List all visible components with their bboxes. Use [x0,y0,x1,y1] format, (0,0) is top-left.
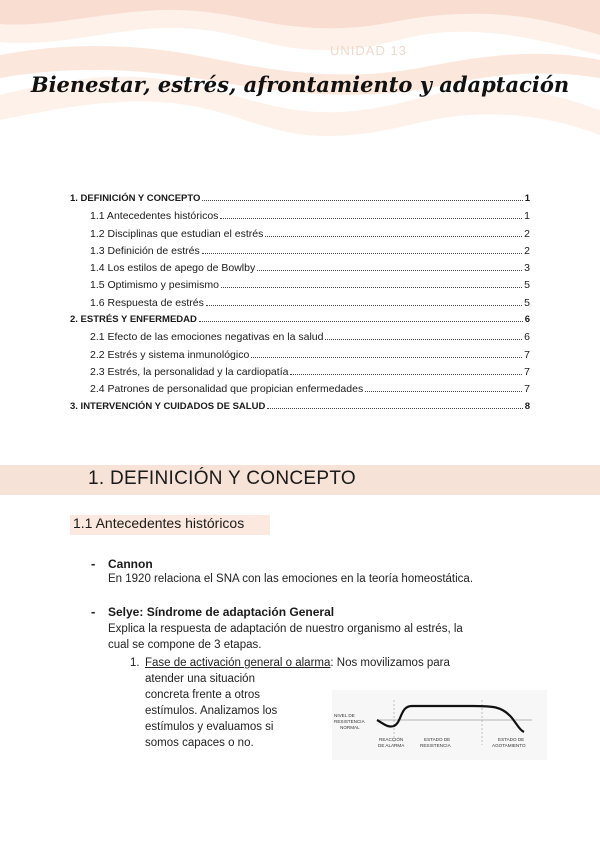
toc-entry-page: 3 [524,262,530,275]
diagram-background [332,690,547,760]
toc-entry[interactable] [70,210,530,227]
bullet-cannon: - [91,556,96,571]
toc-entry-label: 1.3 Definición de estrés [90,244,200,257]
adaptation-syndrome-diagram [332,690,547,760]
section-heading: 1. DEFINICIÓN Y CONCEPTO [88,468,356,489]
baseline-label-1: NIVEL DE [334,713,355,718]
toc-dot-leader [206,305,522,306]
selye-text-line-2: cual se compone de 3 etapas. [108,639,262,651]
toc-entry-label: 1.4 Los estilos de apego de Bowlby [90,262,256,275]
toc-entry[interactable] [70,245,530,262]
table-of-contents [70,193,530,418]
toc-entry[interactable] [70,228,530,245]
toc-dot-leader [257,270,522,271]
phase2-label-1: ESTADO DE [424,737,451,742]
toc-entry-page: 2 [524,244,530,257]
toc-entry[interactable] [70,193,530,210]
toc-entry-label: 1.6 Respuesta de estrés [90,296,204,309]
baseline-label-3: NORMAL [340,725,360,730]
baseline-label-2: RESISTENCIA [334,719,365,724]
toc-entry-page: 1 [524,193,530,204]
cannon-title: Cannon [108,557,153,571]
toc-entry-label: 1.5 Optimismo y pesimismo [90,279,219,292]
toc-dot-leader [221,287,522,288]
toc-entry-page: 2 [524,227,530,240]
toc-entry-page: 5 [524,279,530,292]
selye-title: Selye: Síndrome de adaptación General [108,605,335,619]
toc-entry[interactable] [70,262,530,279]
toc-entry-label: 2.3 Estrés, la personalidad y la cardiopatía [90,365,289,378]
toc-entry[interactable] [70,366,530,383]
phase1-label-2: DE ALARMA [378,743,405,748]
toc-entry-label: 1.2 Disciplinas que estudian el estrés [90,227,264,240]
step-line: atender una situación [145,673,255,685]
toc-dot-leader [220,218,522,219]
unit-label: UNIDAD 13 [330,43,407,58]
toc-entry-page: 7 [524,348,530,361]
subsection-heading: 1.1 Antecedentes históricos [73,515,245,531]
phase3-label-2: AGOTAMIENTO [492,743,526,748]
step-line: estímulos y evaluamos si [145,721,274,733]
toc-entry[interactable] [70,349,530,366]
phase3-label-1: ESTADO DE [498,737,525,742]
step-line: concreta frente a otros [145,689,261,701]
phase2-label-2: RESISTENCIA [420,743,451,748]
toc-entry-page: 8 [524,400,530,412]
toc-dot-leader [202,200,522,201]
step-first-line-rest: : Nos movilizamos para [330,657,450,669]
toc-entry-label: 2.2 Estrés y sistema inmunológico [90,348,250,361]
toc-entry[interactable] [70,383,530,400]
step-title: Fase de activación general o alarma [145,657,331,669]
step-first-line [145,655,450,672]
cannon-text: En 1920 relaciona el SNA con las emociones en la teoría homeostática. [108,573,474,585]
toc-dot-leader [267,408,522,409]
toc-entry[interactable] [70,279,530,296]
toc-entry-label: 2.1 Efecto de las emociones negativas en la salud [90,331,324,344]
toc-entry-label: 2.4 Patrones de personalidad que propician enfermedades [90,383,364,396]
toc-entry[interactable] [70,331,530,348]
toc-dot-leader [365,391,522,392]
step-line: somos capaces o no. [145,737,254,749]
toc-dot-leader [290,374,522,375]
toc-entry-label: 2. ESTRÉS Y ENFERMEDAD [70,314,197,326]
toc-entry[interactable] [70,314,530,331]
phase1-label-1: REACCIÓN [379,737,404,742]
toc-entry-page: 7 [524,383,530,396]
toc-entry-label: 1.1 Antecedentes históricos [90,210,219,223]
toc-entry-page: 7 [524,365,530,378]
toc-entry-page: 6 [524,314,530,326]
toc-entry-page: 6 [524,331,530,344]
toc-dot-leader [265,236,522,237]
toc-dot-leader [251,357,522,358]
toc-entry-label: 3. INTERVENCIÓN Y CUIDADOS DE SALUD [70,400,266,412]
page-title: Bienestar, estrés, afrontamiento y adaptación [30,72,570,97]
toc-entry[interactable] [70,297,530,314]
selye-text-line-1: Explica la respuesta de adaptación de nuestro organismo al estrés, la [108,623,463,635]
toc-dot-leader [199,321,523,322]
step-number: 1. [130,657,140,669]
toc-entry[interactable] [70,401,530,418]
toc-entry-page: 5 [524,296,530,309]
toc-dot-leader [202,253,522,254]
bullet-selye: - [91,604,96,619]
toc-entry-page: 1 [524,210,530,223]
toc-dot-leader [325,339,522,340]
toc-entry-label: 1. DEFINICIÓN Y CONCEPTO [70,193,201,204]
step-line: estímulos. Analizamos los [145,705,278,717]
